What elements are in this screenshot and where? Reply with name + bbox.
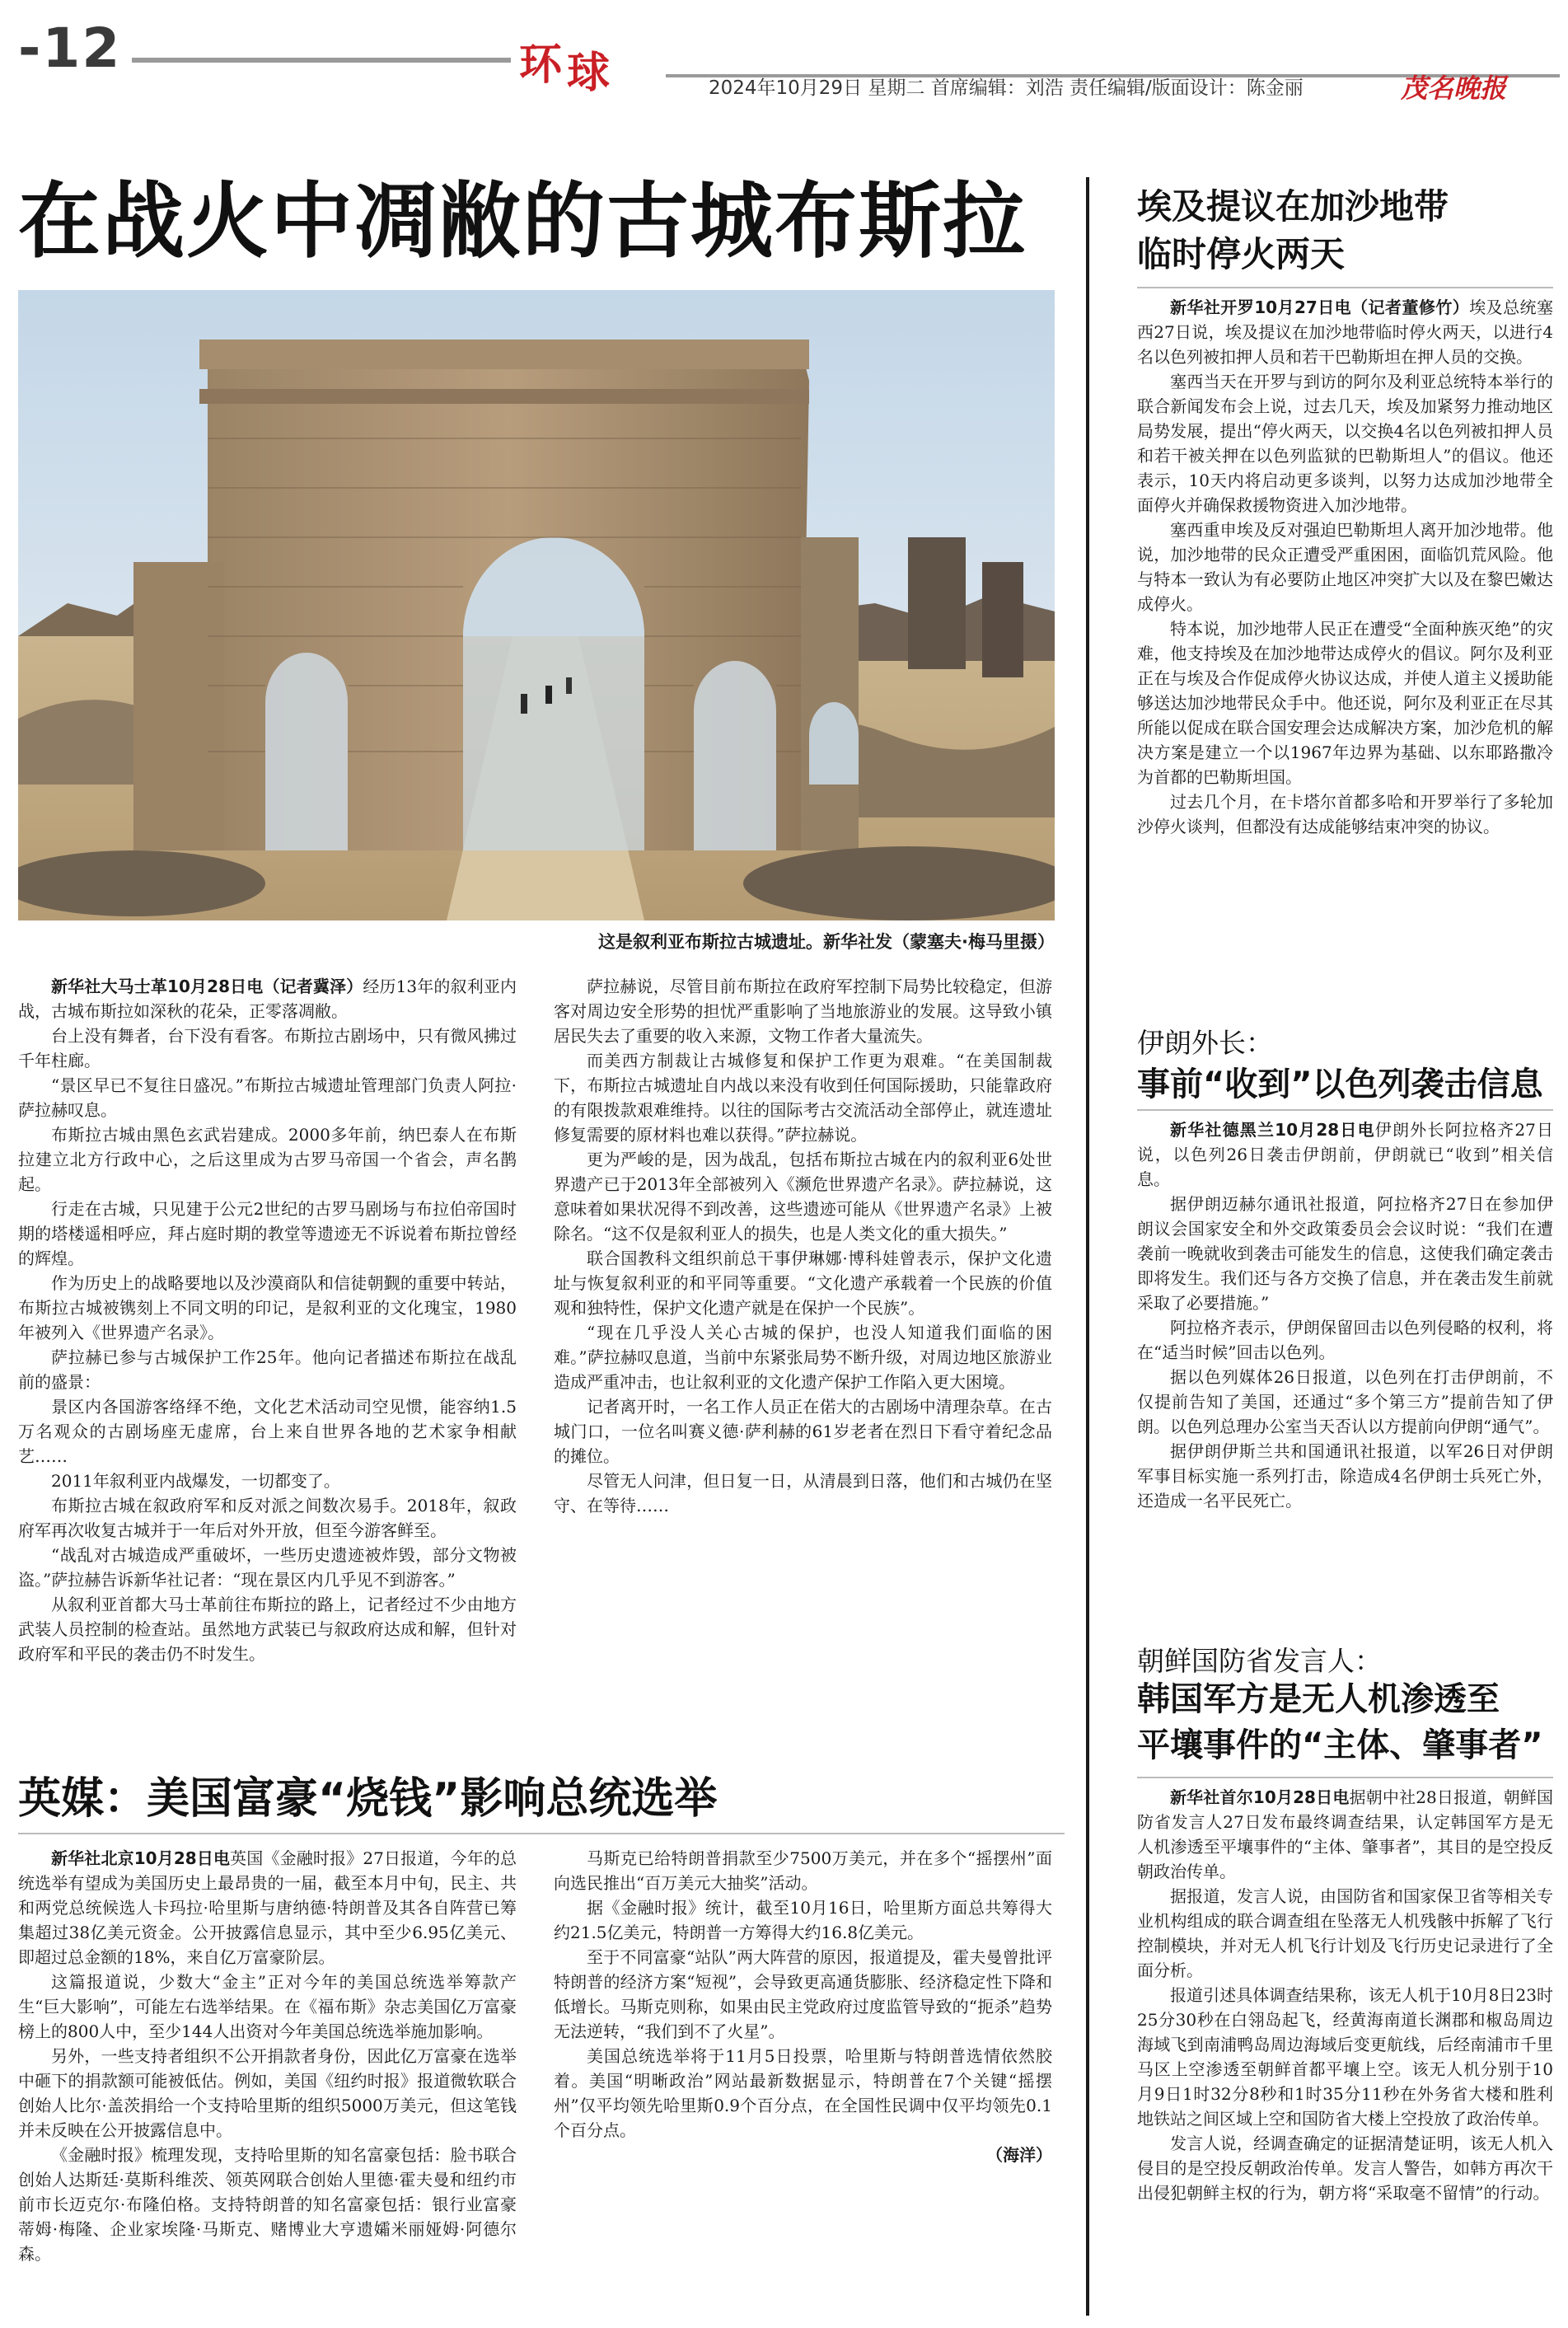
article-paragraph: 布斯拉古城由黑色玄武岩建成。2000多年前，纳巴泰人在布斯拉建立北方行政中心，之后这里成为古罗马帝国一个省会，声名鹊起。 — [18, 1125, 517, 1194]
headline-rule — [1137, 1109, 1553, 1111]
page-number: -12 — [18, 16, 122, 80]
header-rule — [132, 58, 511, 63]
article-paragraph: 台上没有舞者，台下没有看客。布斯拉古剧场中，只有微风拂过千年柱廊。 — [18, 1026, 517, 1070]
article-paragraph: 据伊朗迈赫尔通讯社报道，阿拉格齐27日在参加伊朗议会国家安全和外交政策委员会会议时说：“我们在遭袭前一晚就收到袭击可能发生的信息，这使我们确定袭击即将发生。我们还与各方交换了信息，并在袭击发生前就采取了必要措施。” — [1137, 1194, 1553, 1313]
article-byline: 新华社德黑兰10月28日电 — [1170, 1120, 1375, 1140]
section-label — [519, 30, 615, 98]
article-paragraph: 新华社德黑兰10月28日电伊朗外长阿拉格齐27日说，以色列26日袭击伊朗前，伊朗就已“收到”相关信息。 — [1137, 1120, 1553, 1189]
headline-line: 临时停火两天 — [1137, 234, 1346, 274]
article-paragraph: 塞西当天在开罗与到访的阿尔及利亚总统特本举行的联合新闻发布会上说，过去几天，埃及加紧努力推动地区局势发展，提出“停火两天，以交换4名以色列被扣押人员和若干被关押在以色列监狱的巴勒斯坦人”的倡议。他还表示，10天内将启动更多谈判，以努力达成加沙地带全面停火并确保救援物资进入加沙地带。 — [1137, 372, 1553, 515]
right-story2-headline: 事前“收到”以色列袭击信息 — [1137, 1066, 1543, 1103]
story2-headline: 英媒：美国富豪“烧钱”影响总统选举 — [18, 1774, 718, 1824]
masthead-logo: 茂名晚报 — [1401, 73, 1507, 104]
section-char: 球 — [567, 49, 615, 98]
article-paragraph: 特本说，加沙地带人民正在遭受“全面种族灭绝”的灾难，他支持埃及在加沙地带达成停火的倡议。阿尔及利亚正在与埃及合作促成停火协议达成，并使人道主义援助能够送达加沙地带民众手中。他还说，阿尔及利亚正在尽其所能以促成在联合国安理会达成解决方案，加沙危机的解决方案是建立一个以1967年边界为基础、以东耶路撒冷为首都的巴勒斯坦国。 — [1137, 619, 1553, 787]
article-byline: 新华社首尔10月28日电 — [1170, 1787, 1350, 1807]
article-paragraph: 《金融时报》梳理发现，支持哈里斯的知名富豪包括：脸书联合创始人达斯廷·莫斯科维茨、领英网联合创始人里德·霍夫曼和纽约市前市长迈克尔·布隆伯格。支持特朗普的知名富豪包括：银行业富豪蒂姆·梅隆、企业家埃隆·马斯克、赌博业大亨遗孀米丽娅姆·阿德尔森。 — [18, 2145, 517, 2264]
article-paragraph: 从叙利亚首都大马士革前往布斯拉的路上，记者经过不少由地方武装人员控制的检查站。虽然地方武装已与叙政府达成和解，但针对政府军和平民的袭击仍不时发生。 — [18, 1595, 517, 1664]
article-paragraph: 作为历史上的战略要地以及沙漠商队和信徒朝觐的重要中转站，布斯拉古城被镌刻上不同文明的印记，是叙利亚的文化瑰宝，1980年被列入《世界遗产名录》。 — [18, 1273, 517, 1342]
right-story1-headline — [1137, 183, 1449, 279]
right-story3-body — [1137, 1785, 1553, 2321]
article-paragraph: 至于不同富豪“站队”两大阵营的原因，报道提及，霍夫曼曾批评特朗普的经济方案“短视”，会导致更高通货膨胀、经济稳定性下降和低增长。马斯克则称，如果由民主党政府过度监管导致的“扼杀”趋势无法逆转，“我们到不了火星”。 — [554, 1947, 1052, 2041]
article-paragraph: 新华社开罗10月27日电（记者董修竹）埃及总统塞西27日说，埃及提议在加沙地带临时停火两天，以进行4名以色列被扣押人员和若干巴勒斯坦在押人员的交换。 — [1137, 297, 1553, 367]
headline-line: 韩国军方是无人机渗透至 — [1137, 1680, 1500, 1718]
headline-rule — [1137, 1777, 1553, 1778]
article-paragraph: 另外，一些支持者组织不公开捐款者身份，因此亿万富豪在选举中砸下的捐款额可能被低估。例如，美国《纽约时报》报道微软联合创始人比尔·盖茨捐给一个支持哈里斯的组织5000万美元，但这笔钱并未反映在公开披露信息中。 — [18, 2046, 517, 2140]
photo-caption: 这是叙利亚布斯拉古城遗址。新华社发（蒙塞夫·梅马里摄） — [598, 932, 1055, 952]
article-paragraph: 过去几个月，在卡塔尔首都多哈和开罗举行了多轮加沙停火谈判，但都没有达成能够结束冲突的协议。 — [1137, 792, 1553, 836]
column-divider — [1086, 177, 1089, 2316]
article-paragraph: 新华社北京10月28日电英国《金融时报》27日报道，今年的总统选举有望成为美国历史上最昂贵的一届，截至本月中旬，民主、共和两党总统候选人卡玛拉·哈里斯与唐纳德·特朗普及其各自阵营已筹集超过38亿美元资金。公开披露信息显示，其中至少6.95亿美元、即超过总金额的18%，来自亿万富豪阶层。 — [18, 1848, 517, 1967]
arch-photo-illustration — [18, 290, 1055, 920]
article-paragraph: 美国总统选举将于11月5日投票，哈里斯与特朗普选情依然胶着。美国“明晰政治”网站最新数据显示，特朗普在7个关键“摇摆州”仅平均领先哈里斯0.9个百分点，在全国性民调中仅平均领先0.1个百分点。 — [554, 2046, 1052, 2140]
article-byline: 新华社开罗10月27日电（记者董修竹） — [1170, 297, 1470, 317]
right-story3-kicker: 朝鲜国防省发言人： — [1137, 1645, 1382, 1677]
article-paragraph: 景区内各国游客络绎不绝，文化艺术活动司空见惯，能容纳1.5万名观众的古剧场座无虚席，台上来自世界各地的艺术家争相献艺…… — [18, 1397, 517, 1466]
headline-line: 平壤事件的“主体、肇事者” — [1137, 1726, 1543, 1764]
article-paragraph: 马斯克已给特朗普捐款至少7500万美元，并在多个“摇摆州”面向选民推出“百万美元大抽奖”活动。 — [554, 1848, 1052, 1893]
article-paragraph: 这篇报道说，少数大“金主”正对今年的美国总统选举筹款产生“巨大影响”，可能左右选举结果。在《福布斯》杂志美国亿万富豪榜上的800人中，至少144人出资对今年美国总统选举施加影响。 — [18, 1972, 517, 2041]
story2-column-1 — [18, 1846, 517, 2316]
issue-info: 2024年10月29日 星期二 首席编辑：刘浩 责任编辑/版面设计：陈金丽 — [709, 77, 1304, 99]
article-paragraph: “战乱对古城造成严重破坏，一些历史遗迹被炸毁，部分文物被盗。”萨拉赫告诉新华社记者：“现在景区内几乎见不到游客。” — [18, 1545, 517, 1590]
article-paragraph: 更为严峻的是，因为战乱，包括布斯拉古城在内的叙利亚6处世界遗产已于2013年全部被列入《濒危世界遗产名录》。萨拉赫说，这意味着如果状况得不到改善，这些遗迹可能从《世界遗产名录》上被除名。“这不仅是叙利亚人的损失，也是人类文化的重大损失。” — [554, 1150, 1052, 1244]
article-paragraph: 萨拉赫说，尽管目前布斯拉在政府军控制下局势比较稳定，但游客对周边安全形势的担忧严重影响了当地旅游业的发展。这导致小镇居民失去了重要的收入来源，文物工作者大量流失。 — [554, 977, 1052, 1046]
article-paragraph: 萨拉赫已参与古城保护工作25年。他向记者描述布斯拉在战乱前的盛景： — [18, 1347, 517, 1392]
article-paragraph: 阿拉格齐表示，伊朗保留回击以色列侵略的权利，将在“适当时候”回击以色列。 — [1137, 1318, 1553, 1362]
article-paragraph: 尽管无人问津，但日复一日，从清晨到日落，他们和古城仍在坚守、在等待…… — [554, 1471, 1052, 1515]
article-paragraph: 联合国教科文组织前总干事伊琳娜·博科娃曾表示，保护文化遗址与恢复叙利亚的和平同等重要。“文化遗产承载着一个民族的价值观和独特性，保护文化遗产就是在保护一个民族”。 — [554, 1248, 1052, 1318]
story2-column-2 — [554, 1846, 1052, 2316]
article-paragraph: 据伊朗伊斯兰共和国通讯社报道，以军26日对伊朗军事目标实施一系列打击，除造成4名伊朗士兵死亡外，还造成一名平民死亡。 — [1137, 1441, 1553, 1511]
main-story-column-1 — [18, 974, 517, 1757]
article-paragraph: “景区早已不复往日盛况。”布斯拉古城遗址管理部门负责人阿拉·萨拉赫叹息。 — [18, 1075, 517, 1120]
article-paragraph: 新华社大马士革10月28日电（记者冀泽）经历13年的叙利亚内战，古城布斯拉如深秋的花朵，正零落凋敝。 — [18, 977, 517, 1021]
article-byline: 新华社大马士革10月28日电（记者冀泽） — [51, 977, 363, 996]
article-paragraph: “现在几乎没人关心古城的保护，也没人知道我们面临的困难。”萨拉赫叹息道，当前中东紧张局势不断升级，对周边地区旅游业造成严重冲击，也让叙利亚的文化遗产保护工作陷入更大困境。 — [554, 1323, 1052, 1392]
article-paragraph: 据《金融时报》统计，截至10月16日，哈里斯方面总共筹得大约21.5亿美元，特朗普一方筹得大约16.8亿美元。 — [554, 1898, 1052, 1942]
headline-rule — [1137, 287, 1553, 288]
right-story2-kicker: 伊朗外长： — [1137, 1027, 1273, 1059]
section-char: 环 — [519, 40, 568, 90]
article-paragraph: 据报道，发言人说，由国防省和国家保卫省等相关专业机构组成的联合调查组在坠落无人机残骸中拆解了飞行控制模块，并对无人机飞行计划及飞行历史记录进行了全面分析。 — [1137, 1886, 1553, 1980]
article-paragraph: 布斯拉古城在叙政府军和反对派之间数次易手。2018年，叙政府军再次收复古城并于一年后对外开放，但至今游客鲜至。 — [18, 1496, 517, 1540]
article-paragraph: 记者离开时，一名工作人员正在偌大的古剧场中清理杂草。在古城门口，一位名叫赛义德·萨利赫的61岁老者在烈日下看守着纪念品的摊位。 — [554, 1397, 1052, 1466]
right-story1-body — [1137, 295, 1553, 1020]
article-byline: 新华社北京10月28日电 — [51, 1848, 231, 1868]
headline-line: 埃及提议在加沙地带 — [1137, 186, 1449, 227]
right-story2-body — [1137, 1117, 1553, 1620]
article-paragraph: 而美西方制裁让古城修复和保护工作更为艰难。“在美国制裁下，布斯拉古城遗址自内战以来没有收到任何国际援助，只能靠政府的有限拨款艰难维持。以往的国际考古交流活动全部停止，就连遗址修复需要的原材料也难以获得。”萨拉赫说。 — [554, 1051, 1052, 1145]
headline-rule — [18, 1833, 1065, 1834]
article-paragraph: 发言人说，经调查确定的证据清楚证明，该无人机入侵目的是空投反朝政治传单。发言人警告，如韩方再次干出侵犯朝鲜主权的行为，朝方将“采取毫不留情”的行动。 — [1137, 2134, 1553, 2203]
article-signoff: （海洋） — [986, 2145, 1052, 2165]
article-paragraph: 新华社首尔10月28日电据朝中社28日报道，朝鲜国防省发言人27日发布最终调查结果，认定韩国军方是无人机渗透至平壤事件的“主体、肇事者”，其目的是空投反朝政治传单。 — [1137, 1787, 1553, 1881]
main-headline: 在战火中凋敝的古城布斯拉 — [18, 173, 1027, 269]
article-paragraph: 2011年叙利亚内战爆发，一切都变了。 — [51, 1471, 340, 1491]
right-story3-headline — [1137, 1676, 1543, 1768]
article-paragraph: 行走在古城，只见建于公元2世纪的古罗马剧场与布拉伯帝国时期的塔楼遥相呼应，拜占庭时期的教堂等遗迹无不诉说着布斯拉曾经的辉煌。 — [18, 1199, 517, 1268]
main-story-column-2 — [554, 974, 1052, 1757]
article-paragraph: 报道引述具体调查结果称，该无人机于10月8日23时25分30秒在白翎岛起飞，经黄海南道长渊郡和椒岛周边海域飞到南浦鸭岛周边海域后变更航线，后经南浦市千里马区上空渗透至朝鲜首都平壤上空。该无人机分别于10月9日1时32分8秒和1时35分11秒在外务省大楼和胜利地铁站之间区域上空和国防省大楼上空投放了政治传单。 — [1137, 1985, 1553, 2129]
article-paragraph: 据以色列媒体26日报道，以色列在打击伊朗前，不仅提前告知了美国，还通过“多个第三方”提前告知了伊朗。以色列总理办公室当天否认以方提前向伊朗“通气”。 — [1137, 1367, 1553, 1436]
photo-ruins — [18, 290, 1055, 920]
article-paragraph: 塞西重申埃及反对强迫巴勒斯坦人离开加沙地带。他说，加沙地带的民众正遭受严重困困，面临饥荒风险。他与特本一致认为有必要防止地区冲突扩大以及在黎巴嫩达成停火。 — [1137, 520, 1553, 614]
